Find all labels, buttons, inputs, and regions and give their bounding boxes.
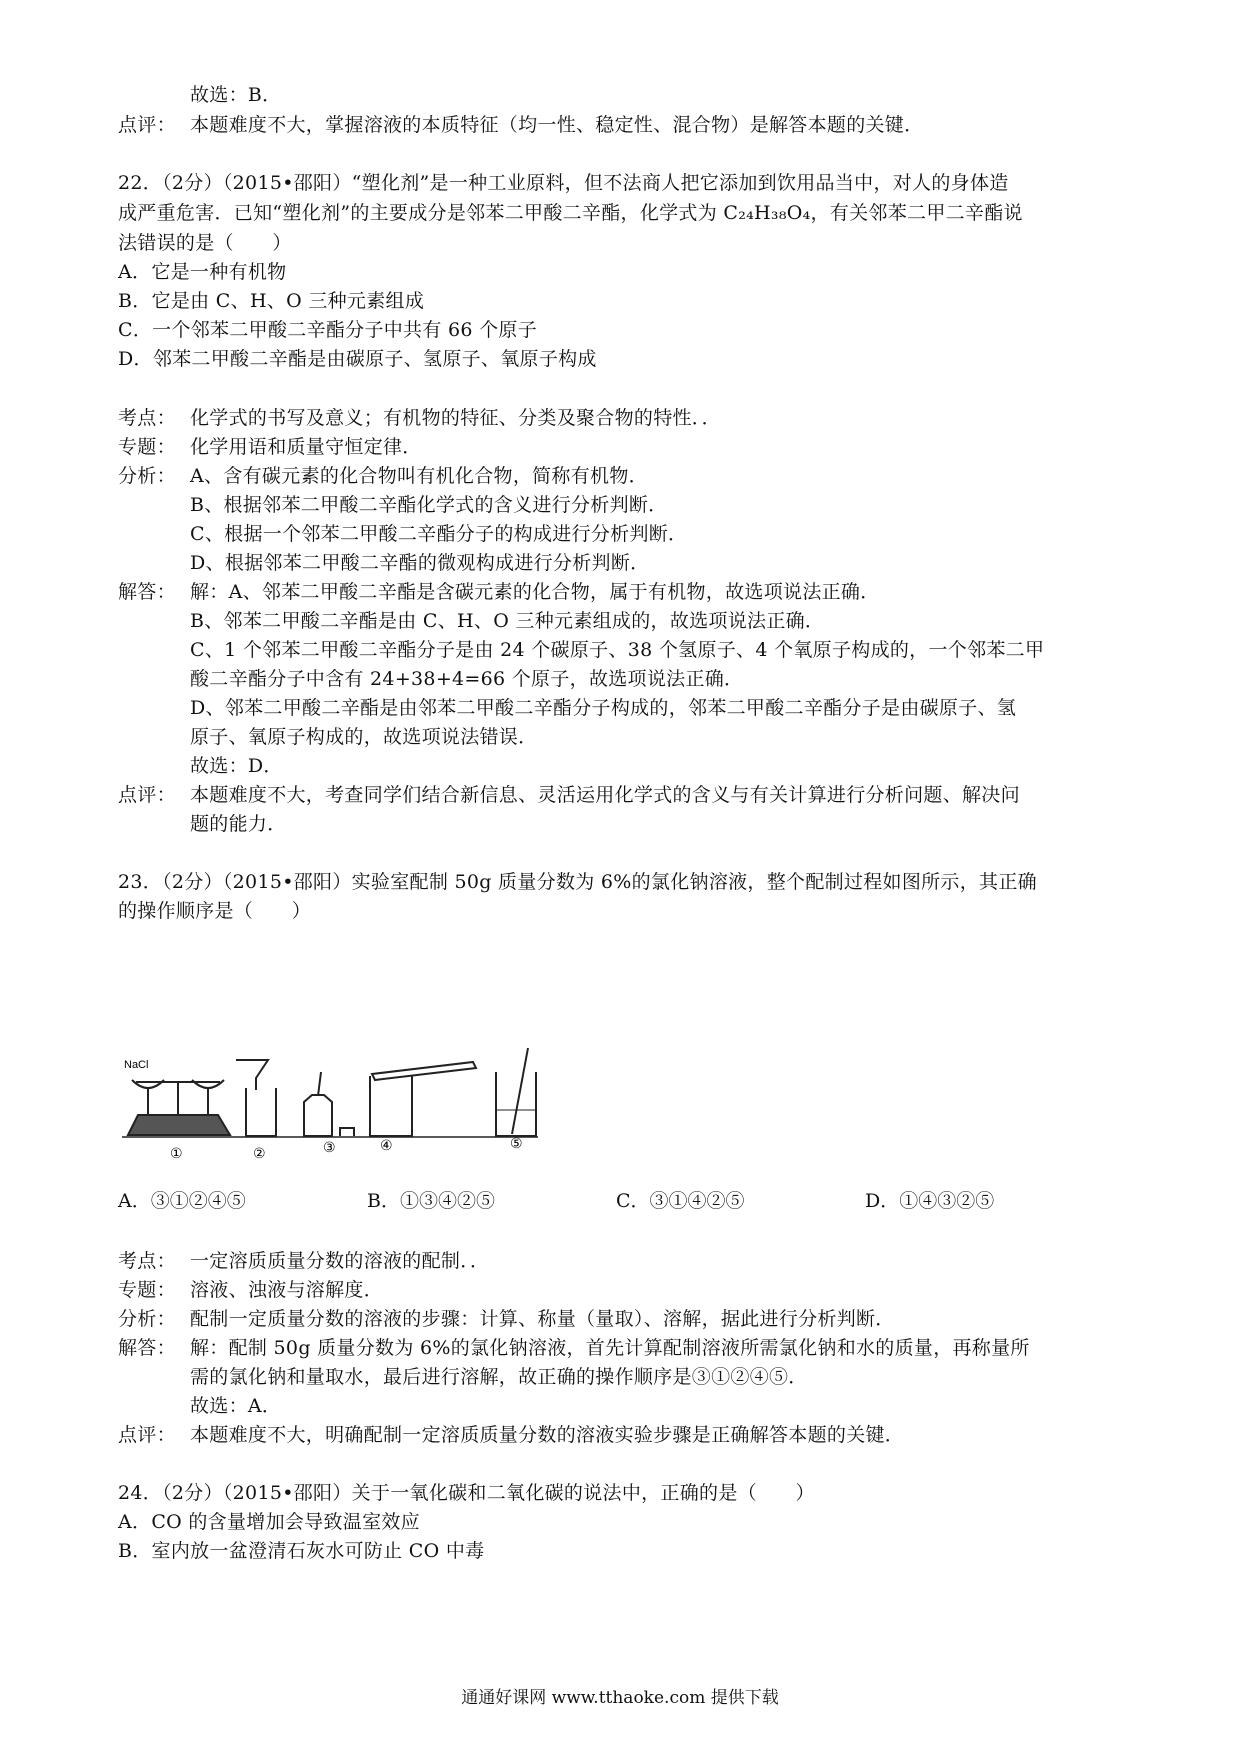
- glass-rod: [512, 1048, 528, 1134]
- q23-fenxi: [118, 1306, 895, 1332]
- q23-jieda-line: 故选：A．: [190, 1395, 282, 1417]
- fenxi-label: 分析：: [118, 1308, 176, 1330]
- zhuanti-text: 化学用语和质量守恒定律．: [190, 436, 422, 458]
- q23-jieda: [118, 1335, 1030, 1361]
- q22-jieda: [118, 579, 880, 605]
- q22-fenxi-line: D、根据邻苯二甲酸二辛酯的微观构成进行分析判断．: [190, 552, 650, 574]
- beaker-5: [496, 1072, 536, 1136]
- q22-option-a: A．它是一种有机物: [118, 261, 287, 283]
- q22-fenxi-line: B、根据邻苯二甲酸二辛酯化学式的含义进行分析判断．: [190, 494, 668, 516]
- jieda-label: 解答：: [118, 581, 176, 603]
- q22-jieda-line: B、邻苯二甲酸二辛酯是由 C、H、O 三种元素组成的，故选项说法正确．: [190, 610, 825, 632]
- kaodian-text: 化学式的书写及意义；有机物的特征、分类及聚合物的特性．．: [190, 407, 721, 429]
- q23-option-d: D．①④③②⑤: [865, 1190, 995, 1212]
- q22-fenxi-line: C、根据一个邻苯二甲酸二辛酯分子的构成进行分析判断．: [190, 523, 688, 545]
- comment-text: 本题难度不大，掌握溶液的本质特征（均一性、稳定性、混合物）是解答本题的关键．: [190, 114, 924, 136]
- q22-option-d: D．邻苯二甲酸二辛酯是由碳原子、氢原子、氧原子构成: [118, 348, 597, 370]
- dianping-label: 点评：: [118, 784, 176, 806]
- q23-option-b: B．①③④②⑤: [367, 1190, 495, 1212]
- q23-dianping: [118, 1422, 904, 1448]
- step-label-5: ⑤: [510, 1136, 523, 1152]
- q23-stem-line2: 的操作顺序是（ ）: [118, 900, 312, 922]
- q22-jieda-line: 原子、氧原子构成的，故选项说法错误．: [190, 726, 538, 748]
- q23-jieda-line: 需的氯化钠和量取水，最后进行溶解，故正确的操作顺序是③①②④⑤．: [190, 1366, 808, 1388]
- q23-zhuanti: [118, 1277, 383, 1303]
- beaker-2: [246, 1088, 276, 1136]
- q22-jieda-line: 酸二辛酯分子中含有 24+38+4=66 个原子，故选项说法正确．: [190, 668, 744, 690]
- q22-jieda-line: 故选：D．: [190, 755, 283, 777]
- q23-option-a: A．③①②④⑤: [118, 1190, 246, 1212]
- zhuanti-label: 专题：: [118, 436, 176, 458]
- q22-dianping-line: 题的能力．: [190, 813, 287, 835]
- bottle-stopper: [340, 1128, 354, 1136]
- jieda-line: 解：配制 50g 质量分数为 6%的氯化钠溶液，首先计算配制溶液所需氯化钠和水的质量，再称量所: [190, 1337, 1030, 1359]
- kaodian-label: 考点：: [118, 1250, 176, 1272]
- balance-base: [128, 1115, 230, 1135]
- q22-fenxi: [118, 463, 648, 489]
- step-label-3: ③: [323, 1140, 336, 1156]
- q22-zhuanti: [118, 434, 422, 460]
- fenxi-line: A、含有碳元素的化合物叫有机化合物，简称有机物．: [190, 465, 648, 487]
- q23-stem-line1: 23．（2分）（2015•邵阳）实验室配制 50g 质量分数为 6%的氯化钠溶液，整个配制过程如图所示，其正确: [118, 871, 1037, 893]
- dianping-label: 点评：: [118, 1424, 176, 1446]
- q22-stem-line1: 22．（2分）（2015•邵阳）“塑化剂”是一种工业原料，但不法商人把它添加到饮用品当中，对人的身体造: [118, 172, 1009, 194]
- beaker-4: [370, 1076, 412, 1136]
- step-label-2: ②: [253, 1146, 266, 1162]
- q22-stem-line3: 法错误的是（ ）: [118, 232, 292, 254]
- q24-option-a: A．CO 的含量增加会导致温室效应: [118, 1511, 420, 1533]
- kaodian-text: 一定溶质质量分数的溶液的配制．．: [190, 1250, 490, 1272]
- q22-kaodian: [118, 405, 721, 431]
- zhuanti-label: 专题：: [118, 1279, 176, 1301]
- fenxi-text: 配制一定质量分数的溶液的步骤：计算、称量（量取）、溶解，据此进行分析判断．: [190, 1308, 895, 1330]
- step-label-1: ①: [170, 1146, 183, 1162]
- funnel-icon: [236, 1060, 268, 1090]
- q22-jieda-line: C、1 个邻苯二甲酸二辛酯分子是由 24 个碳原子、38 个氢原子、4 个氧原子构成的，一个邻苯二甲: [190, 639, 1045, 661]
- dianping-line: 本题难度不大，考查同学们结合新信息、灵活运用化学式的含义与有关计算进行分析问题、解决问: [190, 784, 1020, 806]
- nacl-label: NaCl: [124, 1059, 149, 1071]
- dianping-text: 本题难度不大，明确配制一定溶质质量分数的溶液实验步骤是正确解答本题的关键．: [190, 1424, 905, 1446]
- step-label-4: ④: [380, 1138, 393, 1154]
- fenxi-label: 分析：: [118, 465, 176, 487]
- jieda-line: 解：A、邻苯二甲酸二辛酯是含碳元素的化合物，属于有机物，故选项说法正确．: [190, 581, 880, 603]
- q22-stem-line2: 成严重危害．已知“塑化剂”的主要成分是邻苯二甲酸二辛酯，化学式为 C₂₄H₃₈O₄，有关邻苯二甲二辛酯说: [118, 202, 1023, 224]
- q22-option-c: C．一个邻苯二甲酸二辛酯分子中共有 66 个原子: [118, 319, 537, 341]
- q22-dianping: [118, 782, 1020, 808]
- q22-jieda-line: D、邻苯二甲酸二辛酯是由邻苯二甲酸二辛酯分子构成的，邻苯二甲酸二辛酯分子是由碳原子、氢: [190, 697, 1017, 719]
- reagent-bottle: [304, 1095, 332, 1136]
- prev-answer: 故选：B．: [190, 84, 282, 106]
- prev-comment: [118, 112, 923, 138]
- comment-label: 点评：: [118, 114, 176, 136]
- q22-option-b: B．它是由 C、H、O 三种元素组成: [118, 290, 425, 312]
- q23-kaodian: [118, 1248, 489, 1274]
- kaodian-label: 考点：: [118, 407, 176, 429]
- page-footer: 通通好课网 www.tthaoke.com 提供下载: [461, 1688, 779, 1708]
- spatula: [318, 1072, 321, 1096]
- jieda-label: 解答：: [118, 1337, 176, 1359]
- measuring-cylinder: [372, 1062, 476, 1080]
- lab-procedure-figure: [118, 1040, 598, 1180]
- zhuanti-text: 溶液、浊液与溶解度．: [190, 1279, 384, 1301]
- q24-stem: 24．（2分）（2015•邵阳）关于一氧化碳和二氧化碳的说法中，正确的是（ ）: [118, 1482, 815, 1504]
- q24-option-b: B．室内放一盆澄清石灰水可防止 CO 中毒: [118, 1540, 485, 1562]
- q23-option-c: C．③①④②⑤: [616, 1190, 745, 1212]
